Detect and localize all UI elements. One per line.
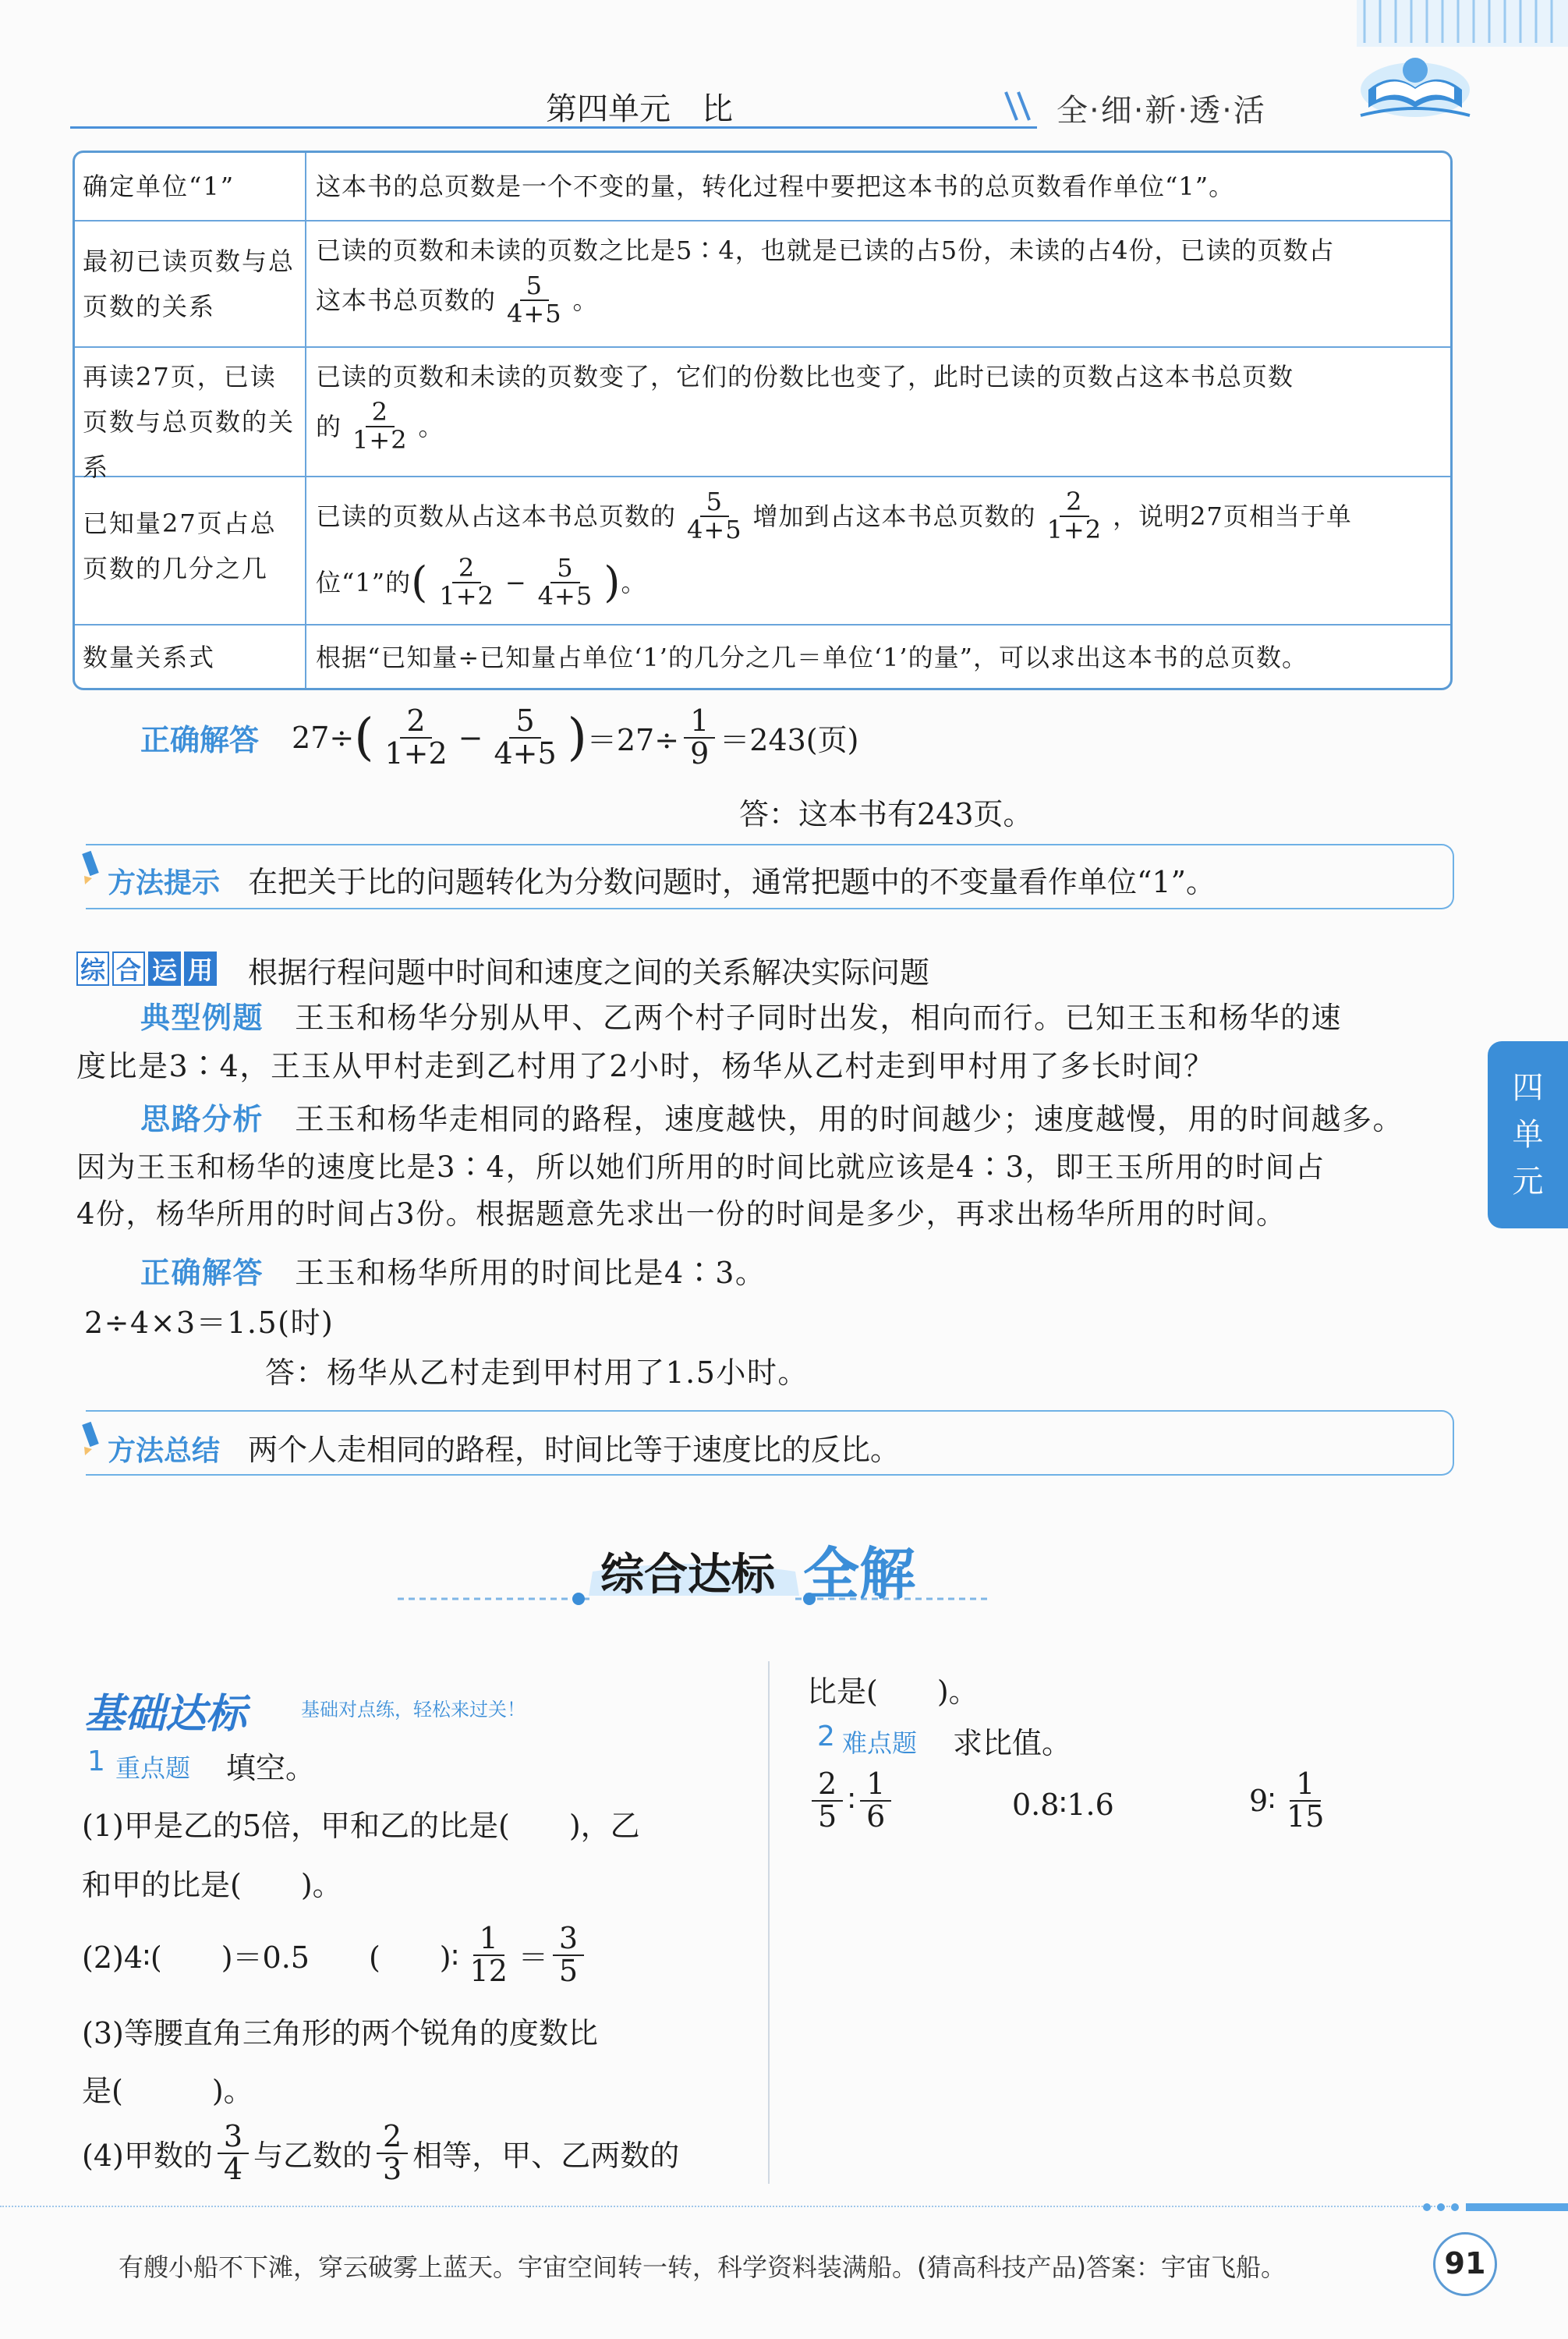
question-tag: 重点题 xyxy=(115,1753,191,1783)
question-line: (3)等腰直角三角形的两个锐角的度数比 xyxy=(82,2016,598,2050)
ratio-expression: 0.8∶1.6 xyxy=(1012,1788,1114,1822)
page-number: 91 xyxy=(1444,2246,1486,2281)
section-banner-title: 综合达标 xyxy=(600,1550,775,1600)
solution-line: 正确解答 王玉和杨华所用的时间比是4∶3。 xyxy=(140,1256,766,1290)
fraction: $\frac{2}{5}$ xyxy=(812,1769,843,1833)
fraction: $\frac{1}{6}$ xyxy=(860,1769,891,1833)
section-title: 根据行程问题中时间和速度之间的关系解决实际问题 xyxy=(248,955,930,990)
analysis-table xyxy=(73,151,1453,690)
question-tag: 难点题 xyxy=(842,1728,918,1758)
fraction: $\frac{1}{9}$ xyxy=(684,706,715,770)
tip-text: 两个人走相同的路程，时间比等于速度比的反比。 xyxy=(248,1433,901,1467)
question-title: 求比值。 xyxy=(953,1726,1072,1760)
footer-decoration xyxy=(1419,2199,1568,2215)
table-row xyxy=(75,626,1450,690)
tip-label: 方法总结 xyxy=(108,1435,221,1467)
question-line: (4)甲数的 $\frac{3}{4}$ 与乙数的 $\frac{2}{3}$ 相等，甲、乙两数的 xyxy=(82,2119,680,2186)
ratio-expression: $\frac{2}{5}$ ∶ $\frac{1}{6}$ xyxy=(807,1769,896,1833)
basic-practice-title: 基础达标 xyxy=(84,1690,247,1738)
table-row-body: 已读的页数和未读的页数变了，它们的份数比也变了，此时已读的页数占这本书总页数 的 $\frac{2}{1+2}$ 。 xyxy=(306,348,1450,476)
fraction: $\frac{2}{1+2}$ xyxy=(384,703,448,771)
series-motto: 全·细·新·透·活 xyxy=(1057,93,1266,129)
footer-riddle: 有艘小船不下滩，穿云破雾上蓝天。宇宙空间转一转，科学资料装满船。(猜高科技产品)答案：宇宙飞船。 xyxy=(119,2252,1286,2282)
slash-decoration-icon xyxy=(1000,90,1039,122)
table-row-body: 已读的页数和未读的页数之比是5∶4，也就是已读的占5份，未读的占4份，已读的页数占 这本书总页数的 $\frac{5}{4+5}$ 。 xyxy=(306,221,1450,346)
tip-text: 在把关于比的问题转化为分数问题时，通常把题中的不变量看作单位“1”。 xyxy=(248,865,1216,899)
analysis-line: 因为王玉和杨华的速度比是3∶4，所以她们所用的时间比就应该是4∶3，即王玉所用的时间占 xyxy=(76,1150,1326,1184)
question-line: (1)甲是乙的5倍，甲和乙的比是( )，乙 xyxy=(82,1809,640,1843)
table-row-body: 已读的页数从占这本书总页数的 $\frac{5}{4+5}$ 增加到占这本书总页数的 $\frac{2}{1+2}$ ，说明27页相当于单 位“1”的 ( $\frac{2}{1+2}$ − $\frac{5}{4+5}$ ) 。 xyxy=(316,487,1352,611)
question-number: 2 xyxy=(817,1721,835,1752)
analysis-line: 4份，杨华所用的时间占3份。根据题意先求出一份的时间是多少，再求出杨华所用的时间。 xyxy=(76,1197,1287,1231)
table-row xyxy=(75,153,1450,221)
fraction: $\frac{2}{1+2}$ xyxy=(1046,487,1103,544)
question-line: (2)4∶( )＝0.5 ( )∶ $\frac{1}{12}$ ＝ $\frac{3}{5}$ xyxy=(82,1923,589,1987)
solution-line: 2÷4×3＝1.5(时) xyxy=(84,1306,334,1340)
table-row-head: 数量关系式 xyxy=(75,626,306,690)
header-decoration xyxy=(1357,0,1568,47)
table-row-body: 根据“已知量÷已知量占单位‘1’的几分之几＝单位‘1’的量”，可以求出这本书的总页数。 xyxy=(316,643,1308,672)
fraction: $\frac{2}{1+2}$ xyxy=(352,397,408,455)
table-row xyxy=(75,477,1450,626)
section-badge: 综 合 运 用 xyxy=(76,952,220,986)
page-title: 第四单元 比 xyxy=(546,91,733,127)
analysis-line: 思路分析 王玉和杨华走相同的路程，速度越快，用的时间越少；速度越慢，用的时间越多。 xyxy=(140,1102,1404,1136)
fraction: $\frac{5}{4+5}$ xyxy=(507,271,562,328)
example-line: 典型例题 王玉和杨华分别从甲、乙两个村子同时出发，相向而行。已知王玉和杨华的速 xyxy=(140,1001,1343,1035)
table-row-head: 已知量27页占总页数的几分之几 xyxy=(75,477,306,624)
question-line: 比是( )。 xyxy=(807,1675,979,1709)
fraction: $\frac{5}{4+5}$ xyxy=(537,553,593,611)
fraction: $\frac{3}{4}$ xyxy=(218,2121,249,2185)
example-line: 度比是3∶4，王玉从甲村走到乙村用了2小时，杨华从乙村走到甲村用了多长时间？ xyxy=(76,1049,1215,1083)
question-line: 是( )。 xyxy=(82,2074,253,2108)
fraction: $\frac{5}{4+5}$ xyxy=(494,703,557,771)
fraction: $\frac{2}{3}$ xyxy=(377,2121,408,2185)
fraction: $\frac{5}{4+5}$ xyxy=(687,487,742,544)
section-banner-highlight: 全解 xyxy=(803,1541,916,1607)
answer-reply: 答：这本书有243页。 xyxy=(739,797,1033,831)
footer-rule xyxy=(0,2206,1450,2207)
table-row xyxy=(75,221,1450,348)
answer-formula: 正确解答 27÷ ( $\frac{2}{1+2}$ − $\frac{5}{4+5}$ ) ＝27÷ $\frac{1}{9}$ ＝243(页) xyxy=(140,703,859,771)
table-row-text: 已读的页数和未读的页数之比是5∶4，也就是已读的占5份，未读的占4份，已读的页数占 xyxy=(316,236,1335,265)
table-row xyxy=(75,348,1450,482)
column-divider xyxy=(768,1661,770,2184)
header-rule xyxy=(70,126,1037,129)
table-row-text: 已读的页数和未读的页数变了，它们的份数比也变了，此时已读的页数占这本书总页数 xyxy=(316,362,1294,392)
unit-side-tab: 四 单 元 xyxy=(1488,1041,1568,1228)
question-title: 填空。 xyxy=(226,1751,316,1785)
solution-reply: 答：杨华从乙村走到甲村用了1.5小时。 xyxy=(265,1356,809,1390)
fraction: $\frac{1}{12}$ xyxy=(469,1921,508,1988)
fraction: $\frac{2}{1+2}$ xyxy=(439,553,494,611)
question-line: 和甲的比是( )。 xyxy=(82,1868,342,1902)
tip-label: 方法提示 xyxy=(108,867,221,899)
table-row-head: 最初已读页数与总页数的关系 xyxy=(75,221,306,346)
open-book-icon xyxy=(1357,47,1474,125)
fraction: $\frac{3}{5}$ xyxy=(553,1923,584,1987)
table-row-head: 再读27页，已读页数与总页数的关系 xyxy=(75,348,306,476)
table-row-head: 确定单位“1” xyxy=(75,153,306,220)
ratio-expression: 9∶ $\frac{1}{15}$ xyxy=(1249,1769,1335,1833)
answer-label: 正确解答 xyxy=(140,723,260,758)
question-number: 1 xyxy=(87,1745,105,1777)
table-row-body: 这本书的总页数是一个不变的量，转化过程中要把这本书的总页数看作单位“1”。 xyxy=(316,172,1235,201)
basic-practice-subtitle: 基础对点练，轻松来过关！ xyxy=(301,1699,526,1721)
fraction: $\frac{1}{15}$ xyxy=(1287,1767,1325,1834)
table-row-text: 这本书总页数的 xyxy=(316,285,497,315)
